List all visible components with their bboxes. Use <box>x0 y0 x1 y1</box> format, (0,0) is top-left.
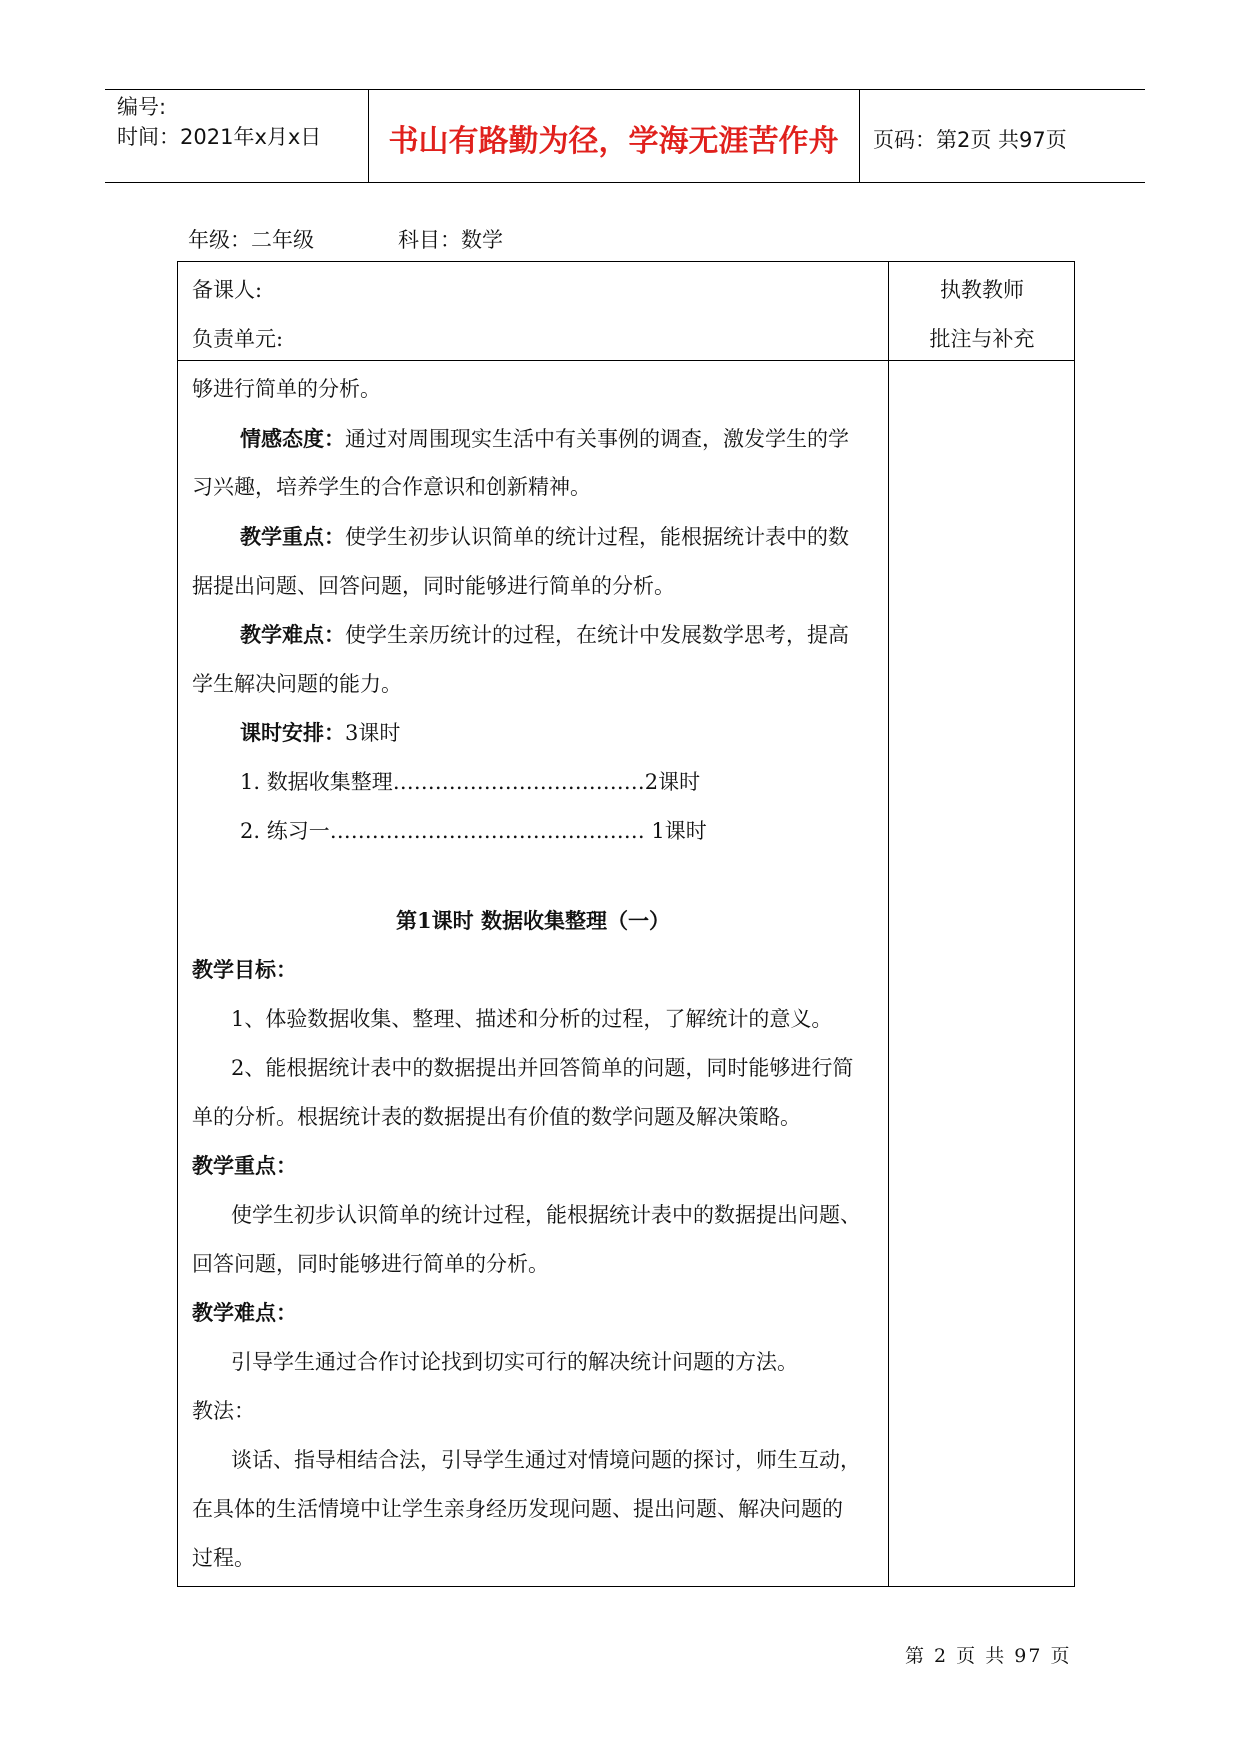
lesson-title: 第1课时 数据收集整理（一） <box>396 908 670 933</box>
header-info <box>117 92 321 152</box>
header-motto: 书山有路勤为径，学海无涯苦作舟 <box>388 124 839 159</box>
header-bottom-rule <box>105 182 1145 183</box>
time-label: 时间：2021年x月x日 <box>117 125 322 149</box>
header-divider-right <box>859 89 860 183</box>
key-paragraph <box>240 521 849 551</box>
difficulty-paragraph <box>240 619 849 649</box>
schedule-text: 3课时 <box>345 721 401 745</box>
emotion-text-2: 习兴趣，培养学生的合作意识和创新精神。 <box>192 475 591 499</box>
schedule-paragraph <box>240 717 400 747</box>
difficulty-label: 教学难点： <box>240 622 345 647</box>
method-label: 教法： <box>192 1399 255 1423</box>
schedule-item-1: 1. 数据收集整理………………………………2课时 <box>240 770 701 794</box>
method-text-1: 谈话、指导相结合法，引导学生通过对情境问题的探讨，师生互动， <box>231 1448 861 1472</box>
key2-label: 教学重点： <box>192 1153 297 1178</box>
difficulty-text-2: 学生解决问题的能力。 <box>192 672 402 696</box>
subject-label: 科目：数学 <box>398 228 503 252</box>
key-text-2: 据提出问题、回答问题，同时能够进行简单的分析。 <box>192 574 675 598</box>
goal-1: 1、体验数据收集、整理、描述和分析的过程，了解统计的意义。 <box>231 1007 833 1031</box>
emotion-paragraph <box>240 423 849 453</box>
method-text-3: 过程。 <box>192 1546 255 1570</box>
lesson-plan-table <box>177 261 1075 1587</box>
goal-2b: 单的分析。根据统计表的数据提出有价值的数学问题及解决策略。 <box>192 1105 801 1129</box>
unit-label: 负责单元: <box>192 327 284 351</box>
table-column-divider <box>888 262 889 1586</box>
header-page-label: 页码：第2页 共97页 <box>873 128 1067 152</box>
diff2-label: 教学难点： <box>192 1300 297 1325</box>
preparer-label: 备课人: <box>192 278 263 302</box>
method-text-2: 在具体的生活情境中让学生亲身经历发现问题、提出问题、解决问题的 <box>192 1497 843 1521</box>
key-text-1: 使学生初步认识简单的统计过程，能根据统计表中的数 <box>345 525 849 549</box>
key2-text-2: 回答问题，同时能够进行简单的分析。 <box>192 1252 549 1276</box>
goals-label: 教学目标： <box>192 957 297 982</box>
key2-text-1: 使学生初步认识简单的统计过程，能根据统计表中的数据提出问题、 <box>231 1203 861 1227</box>
grade-label: 年级：二年级 <box>188 228 314 252</box>
schedule-item-2: 2. 练习一……………………………………… 1课时 <box>240 819 707 843</box>
table-header-divider <box>178 360 1074 361</box>
emotion-text-1: 通过对周围现实生活中有关事例的调查，激发学生的学 <box>345 427 849 451</box>
notes-label: 批注与补充 <box>929 327 1035 351</box>
teacher-label: 执教教师 <box>940 278 1024 302</box>
code-label: 编号: <box>117 95 167 119</box>
header-top-rule <box>105 89 1145 90</box>
key-label: 教学重点： <box>240 524 345 549</box>
content-line-1: 够进行简单的分析。 <box>192 377 381 401</box>
schedule-label: 课时安排： <box>240 720 345 745</box>
footer-page-number: 第 2 页 共 97 页 <box>905 1645 1072 1667</box>
diff2-text: 引导学生通过合作讨论找到切实可行的解决统计问题的方法。 <box>231 1350 798 1374</box>
goal-2a: 2、能根据统计表中的数据提出并回答简单的问题，同时能够进行简 <box>231 1056 854 1080</box>
difficulty-text-1: 使学生亲历统计的过程，在统计中发展数学思考，提高 <box>345 623 849 647</box>
emotion-label: 情感态度： <box>240 426 345 451</box>
